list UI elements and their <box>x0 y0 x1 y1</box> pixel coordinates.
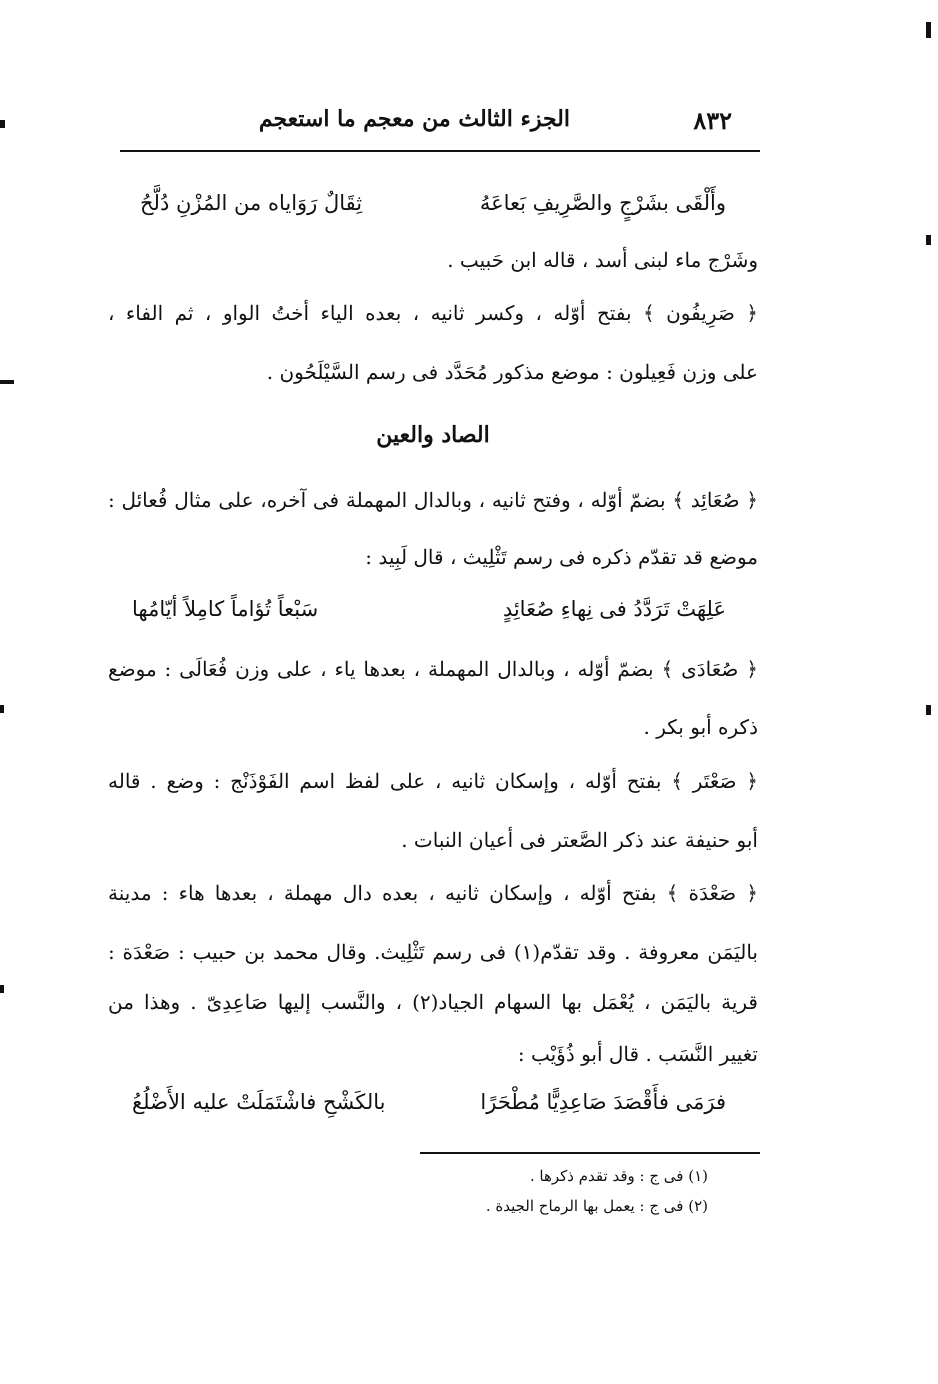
verse-hemistich-right: عَلِهَتْ تَرَدَّدُ فى نِهاءِ صُعَائِدٍ <box>502 597 726 621</box>
verse-hemistich-right: وأَلْقَى بشَرْجٍ والصَّرِيفِ بَعاعَهُ <box>479 191 726 215</box>
running-title: الجزء الثالث من معجم ما استعجم <box>258 106 570 132</box>
entry-line: ﴿ صَعْتَر ﴾ بفتح أوّله ، وإسكان ثانيه ، على لفظ اسم الفَوْذَنْج : وضع . قاله <box>108 769 758 793</box>
edge-mark <box>926 705 931 715</box>
text-line: تغيير النَّسَب . قال أبو ذُؤَيْب : <box>517 1042 758 1066</box>
edge-mark <box>926 235 931 245</box>
text-line: وشَرْج ماء لبنى أسد ، قاله ابن حَبيب . <box>447 248 758 272</box>
edge-mark <box>926 22 931 38</box>
text-line: موضع قد تقدّم ذكره فى رسم تَثْلِيث ، قال لَبِيد : <box>365 545 758 569</box>
edge-mark <box>0 985 4 993</box>
entry-line: ﴿ صَعْدَة ﴾ بفتح أوّله ، وإسكان ثانيه ، بعده دال مهملة ، بعدها هاء : مدينة <box>108 881 758 905</box>
edge-mark <box>0 705 4 713</box>
entry-line: ﴿ صَرِيفُون ﴾ بفتح أوّله ، وكسر ثانيه ، بعده الياء أختُ الواو ، ثم الفاء ، <box>108 301 758 325</box>
verse-hemistich-left: سَبْعاً تُؤاماً كامِلاً أيّامُها <box>132 597 319 621</box>
footnote: (٢) فى ج : يعمل بها الرماح الجيدة . <box>485 1197 708 1215</box>
entry-line: ﴿ صُعَائِد ﴾ بضمّ أوّله ، وفتح ثانيه ، وبالدال المهملة فى آخره، على مثال فُعائل : <box>108 488 758 512</box>
running-header <box>120 100 760 152</box>
verse-hemistich-left: ثِقَالٌ رَوَاياه من المُزْنِ دُلَّحُ <box>140 191 363 215</box>
verse-hemistich-left: بالكَشْحِ فاشْتَمَلَتْ عليه الأَضْلُعُ <box>132 1090 386 1114</box>
page-number: ٨٣٢ <box>693 106 732 135</box>
edge-mark <box>0 380 14 384</box>
text-line: باليَمَن معروفة . وقد تقدّم(١) فى رسم تَثْلِيث. وقال محمد بن حبيب : صَعْدَة : <box>108 940 758 964</box>
text-line: ذكره أبو بكر . <box>643 715 758 739</box>
text-line: أبو حنيفة عند ذكر الصَّعتر فى أعيان النبات . <box>401 828 758 852</box>
entry-line: ﴿ صُعَادَى ﴾ بضمّ أوّله ، وبالدال المهملة ، بعدها ياء ، على وزن فُعَالَى : موضع <box>108 657 758 681</box>
footnote: (١) فى ج : وقد تقدم ذكرها . <box>529 1167 708 1185</box>
edge-mark <box>0 120 5 128</box>
verse-hemistich-right: فرَمَى فأَقْصَدَ صَاعِدِيًّا مُطْحَرًا <box>480 1090 726 1114</box>
text-line: على وزن فَعِيلون : موضع مذكور مُحَدَّد فى رسم السَّيْلَحُون . <box>266 360 758 384</box>
section-heading: الصاد والعين <box>376 422 490 448</box>
footnote-rule <box>420 1152 760 1154</box>
text-line: قرية باليَمَن ، يُعْمَل بها السهام الجياد(٢) ، والنَّسب إليها صَاعِدِىّ . وهذا من <box>108 990 758 1014</box>
